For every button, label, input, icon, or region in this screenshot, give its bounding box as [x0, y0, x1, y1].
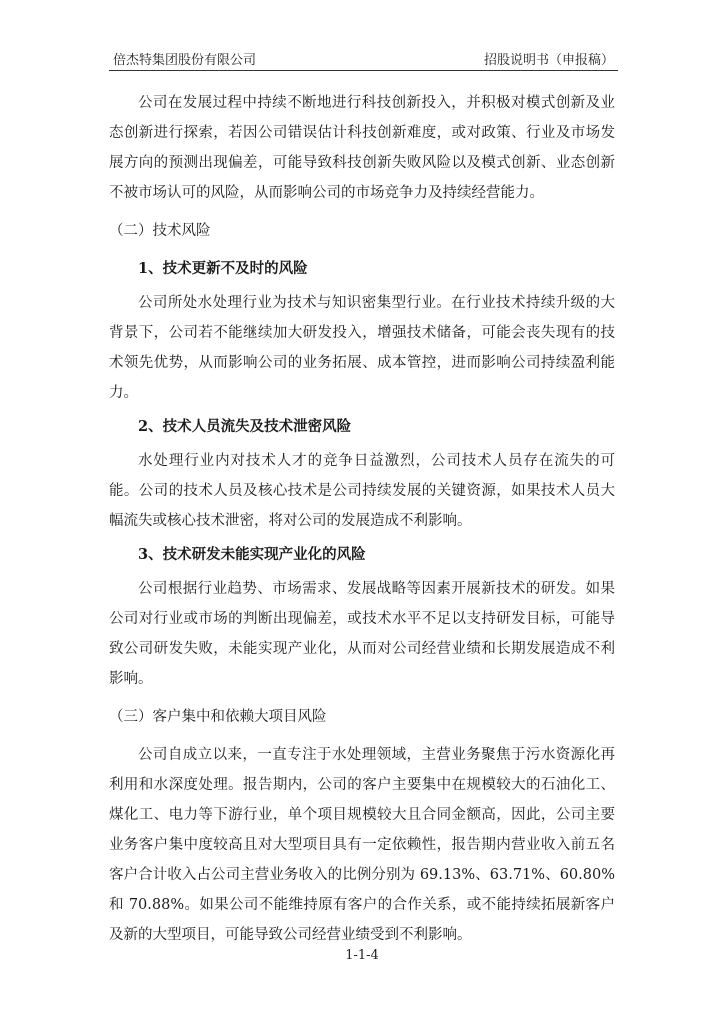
subsection-heading-3: 3、技术研发未能实现产业化的风险: [138, 546, 366, 563]
customer-concentration-paragraph: 公司自成立以来，一直专注于水处理领域，主营业务聚焦于污水资源化再利用和水深度处理。报告期内，公司的客户主要集中在规模较大的石油化工、煤化工、电力等下游行业，单个项目规模较大且合同金额高，因此，公司主要业务客户集中度较高且对大型项目具有一定依赖性，报告期内营业收入前五名客户合计收入占公司主营业务收入的比例分别为 69.13%、63.71%、60.80%和 70.88%。如果公司不能维持原有客户的合作关系，或不能持续拓展新客户及新的大型项目，可能导致公司经营业绩受到不利影响。: [109, 747, 615, 943]
intro-paragraph: 公司在发展过程中持续不断地进行科技创新投入，并积极对模式创新及业态创新进行探索，若因公司错误估计科技创新难度，或对政策、行业及市场发展方向的预测出现偏差，可能导致科技创新失败风险以及模式创新、业态创新不被市场认可的风险，从而影响公司的市场竞争力及持续经营能力。: [109, 95, 615, 201]
document-body: [109, 88, 615, 950]
subsection-paragraph-3: 公司根据行业趋势、市场需求、发展战略等因素开展新技术的研发。如果公司对行业或市场的判断出现偏差，或技术水平不足以支持研发目标，可能导致公司研发失败，未能实现产业化，从而对公司经营业绩和长期发展造成不利影响。: [109, 581, 615, 687]
section-heading-customer-concentration: （三）客户集中和依赖大项目风险: [109, 709, 327, 725]
page-number: 1-1-4: [345, 948, 379, 963]
header-document-title: 招股说明书（申报稿）: [483, 53, 614, 68]
section-heading-technical-risk: （二）技术风险: [109, 223, 211, 239]
page-header: [109, 46, 618, 71]
subsection-paragraph-1: 公司所处水处理行业为技术与知识密集型行业。在行业技术持续升级的大背景下，公司若不能继续加大研发投入，增强技术储备，可能会丧失现有的技术领先优势，从而影响公司的业务拓展、成本管控，进而影响公司持续盈利能力。: [109, 295, 615, 401]
subsection-heading-2: 2、技术人员流失及技术泄密风险: [138, 418, 352, 435]
header-company-name: 倍杰特集团股份有限公司: [113, 53, 257, 68]
subsection-heading-1: 1、技术更新不及时的风险: [138, 260, 308, 277]
subsection-paragraph-2: 水处理行业内对技术人才的竞争日益激烈，公司技术人员存在流失的可能。公司的技术人员及核心技术是公司持续发展的关键资源，如果技术人员大幅流失或核心技术泄密，将对公司的发展造成不利影响。: [109, 453, 615, 529]
